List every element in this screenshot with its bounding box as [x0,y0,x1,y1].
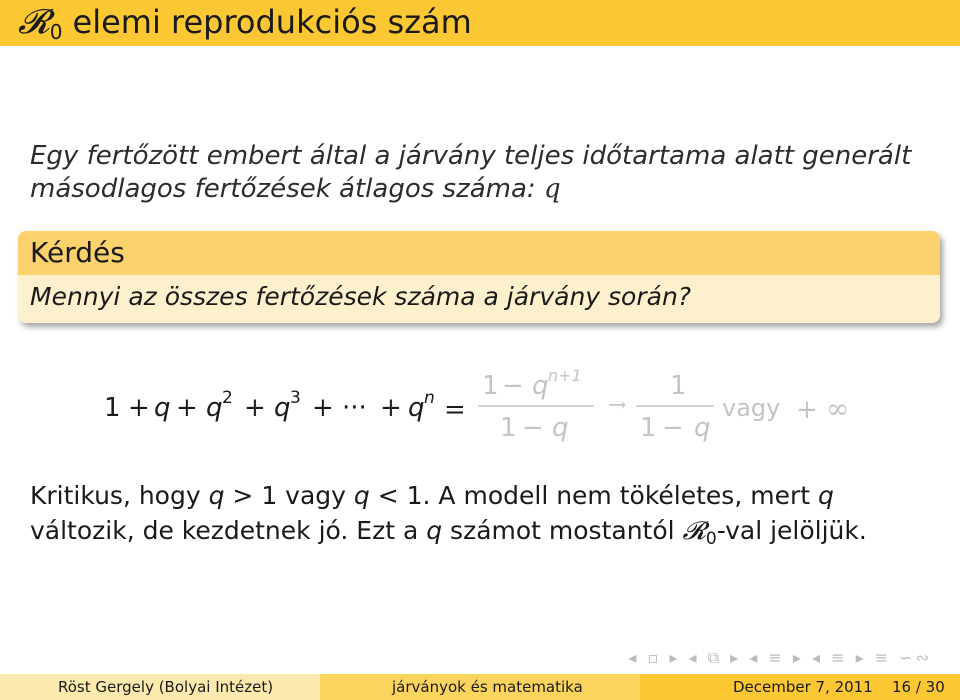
question-block-title: Kérdés [30,236,125,269]
plus-infinity-sign: + [796,395,818,425]
lhs-q1: q [154,393,171,423]
para-text-3: változik, de kezdetnek jó. Ezt a [30,516,427,545]
para-vagy: vagy [277,481,354,510]
exp-n: n [424,388,435,408]
lhs-q2: q [206,393,223,423]
question-block-text: Mennyi az összes fertőzések száma a járvány során? [30,282,692,311]
plus-2: + [176,393,198,423]
title-r-subscript: 0 [49,20,63,44]
frac2-den-q: q [694,413,711,443]
title-text: elemi reprodukciós szám [72,3,472,41]
footer-date-box [640,674,960,700]
para-one: 1 [261,481,278,510]
para-r-subscript: 0 [705,529,717,549]
lhs-q3: q [274,393,291,423]
frac1-den-one: 1 [500,413,517,443]
equals-sign: = [444,395,466,425]
para-text-4: számot mostantól [442,516,683,545]
slide-footer [0,674,960,700]
para-text-5: -val jelöljük. [716,516,867,545]
question-block [18,231,940,323]
question-block-header [18,231,940,275]
plus-3: + [244,393,266,423]
footer-author-box [0,674,320,700]
frac1-num-q: q [532,371,549,401]
vagy-word: vagy [722,394,781,422]
para-text-2: 1. A modell nem tökéletes, mert [406,481,818,510]
formula-svg [0,360,960,460]
intro-line-2-text: másodlagos fertőzések átlagos száma: [30,174,544,204]
lhs-qn: q [408,393,425,423]
para-q-1: q [208,481,225,510]
para-q-3: q [818,481,834,510]
frac2-den-one: 1 [640,413,657,443]
para-text-1: Kritikus, hogy [30,481,209,510]
cdots: ··· [342,393,367,423]
para-gt: > [224,481,262,510]
lhs-one: 1 [104,393,121,423]
footer-author: Röst Gergely (Bolyai Intézet) [58,678,274,696]
frac1-num-exp: n+1 [548,366,582,385]
footer-date: December 7, 2011 [732,678,873,696]
slide-title [18,2,472,52]
frac2-num-one: 1 [670,371,687,401]
para-r-symbol: 𝓡 [682,516,706,545]
footer-page-number: 16 / 30 [891,678,945,696]
intro-text [30,140,911,206]
para-q-4: q [426,516,443,545]
geometric-sum-formula [0,360,960,460]
frac1-num-one: 1 [482,371,499,401]
intro-var-q: q [543,174,561,204]
frac1-den-q: q [552,413,569,443]
infinity-symbol: ∞ [826,392,850,425]
intro-line-1: Egy fertőzött embert által a járvány teljes időtartama alatt generált [30,141,912,171]
plus-1: + [128,393,150,423]
limit-arrow: → [608,393,627,418]
plus-5: + [380,393,402,423]
critical-paragraph [30,478,867,557]
intro-line-2 [30,173,911,206]
slide-title-bar [0,0,960,46]
frac2-den-minus: − [662,413,684,443]
exp-3: 3 [290,388,301,408]
para-q-2: q [353,481,370,510]
beamer-navigation-icons[interactable]: ◂ ▫ ▸ ◂ ⧉ ▸ ◂ ≡ ▸ ◂ ≡ ▸ ≡ ∽∾ [628,648,932,667]
para-line-1 [30,478,867,513]
footer-title-box [320,674,640,700]
frac1-den-minus: − [522,413,544,443]
footer-talk-title: járványok és matematika [391,678,583,696]
exp-2: 2 [222,388,233,408]
para-lt: < [369,481,407,510]
title-r-symbol: 𝓡 [18,2,50,42]
plus-4: + [312,393,334,423]
para-line-2 [30,513,867,557]
frac1-num-minus: − [502,371,524,401]
